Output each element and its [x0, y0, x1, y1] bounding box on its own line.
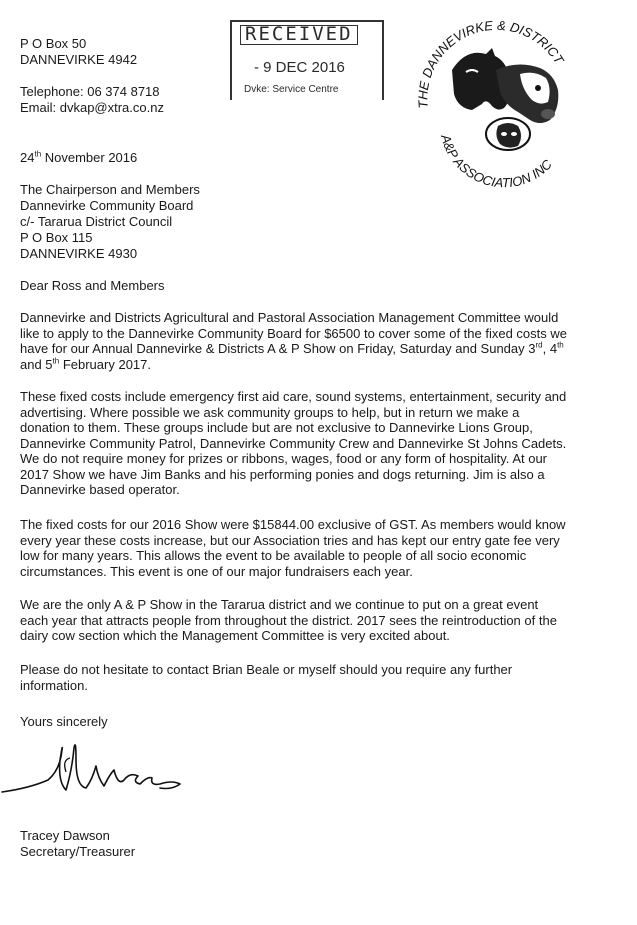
paragraph-5: [20, 662, 620, 693]
recipient-line: c/- Tararua District Council: [20, 214, 173, 229]
sender-po-box: P O Box 50: [20, 36, 87, 51]
recipient-line: Dannevirke Community Board: [20, 198, 194, 213]
paragraph-line: Dannevirke Community Patrol, Dannevirke Community Crew and Dannevirke St Johns Cadets.: [20, 435, 567, 451]
letter-date: 24th November 2016: [20, 149, 138, 165]
paragraph-line: like to apply to the Dannevirke Community Board for $6500 to cover some of the fixed costs we: [20, 325, 567, 341]
received-stamp: [230, 20, 384, 100]
paragraph-line: circumstances. This event is one of our major fundraisers each year.: [20, 563, 413, 579]
paragraph-line: information.: [20, 677, 88, 693]
sender-telephone: Telephone: 06 374 8718: [20, 84, 160, 99]
paragraph-2: [20, 389, 620, 498]
logo-top-text: THE DANNEVIRKE & DISTRICT: [415, 17, 567, 109]
signer-name: Tracey Dawson: [20, 828, 110, 843]
paragraph-line: low for many years. This allows the event to be available to people of all socio economic: [20, 548, 527, 563]
paragraph-line: donation to them. These groups include but are not exclusive to Dannevirke Lions Group,: [20, 420, 533, 435]
salutation: Dear Ross and Members: [20, 278, 165, 293]
closing: Yours sincerely: [20, 714, 108, 729]
stamp-title: RECEIVED: [240, 25, 358, 45]
cow-head-icon: [496, 64, 558, 123]
paragraph-line: 2017 Show we have Jim Banks and his performing ponies and dogs returning. Jim is also a: [20, 466, 545, 482]
stamp-office: Dvke: Service Centre: [244, 84, 339, 95]
sender-email: Email: dvkap@xtra.co.nz: [20, 100, 164, 115]
signature: [0, 730, 200, 810]
paragraph-line: These fixed costs include emergency first aid care, sound systems, entertainment, security and: [20, 389, 567, 404]
paragraph-line: each year that attracts people from throughout the district. 2017 sees the reintroduction of the: [20, 612, 557, 628]
paragraph-3: [20, 517, 620, 579]
paragraph-line: Dannevirke based operator.: [20, 482, 180, 497]
sheep-head-icon: [486, 118, 530, 150]
paragraph-line: We are the only A & P Show in the Tararua district and we continue to put on a great event: [20, 597, 539, 612]
paragraph-1: [20, 310, 620, 372]
signer-title: Secretary/Treasurer: [20, 844, 136, 859]
stamp-date: - 9 DEC 2016: [254, 59, 345, 76]
paragraph-line: The fixed costs for our 2016 Show were $15844.00 exclusive of GST. As members would know: [20, 517, 566, 532]
recipient-line: DANNEVIRKE 4930: [20, 246, 138, 261]
paragraph-line: We do not require money for prizes or ribbons, wages, food or any form of hospitality. At our: [20, 451, 548, 466]
paragraph-line: Dannevirke and Districts Agricultural and Pastoral Association Management Committee would: [20, 310, 559, 325]
sender-town: DANNEVIRKE 4942: [20, 52, 138, 67]
paragraph-line: every year these costs increase, but our Association tries and has kept our entry gate fee very: [20, 532, 560, 548]
recipient-line: The Chairperson and Members: [20, 182, 200, 197]
paragraph-line: Please do not hesitate to contact Brian Beale or myself should you require any further: [20, 662, 513, 677]
paragraph-line: and 5th February 2017.: [20, 356, 151, 372]
paragraph-line: dairy cow section which the Management Committee is very excited about.: [20, 628, 450, 643]
paragraph-4: [20, 597, 620, 644]
association-logo: [400, 8, 590, 193]
paragraph-line: have for our Annual Dannevirke & Districts A & P Show on Friday, Saturday and Sunday 3rd, 4th: [20, 340, 564, 356]
paragraph-line: advertising. Where possible we ask community groups to help, but in return we make a: [20, 404, 520, 420]
recipient-line: P O Box 115: [20, 230, 93, 245]
logo-bottom-text: A&P ASSOCIATION INC: [438, 132, 555, 191]
